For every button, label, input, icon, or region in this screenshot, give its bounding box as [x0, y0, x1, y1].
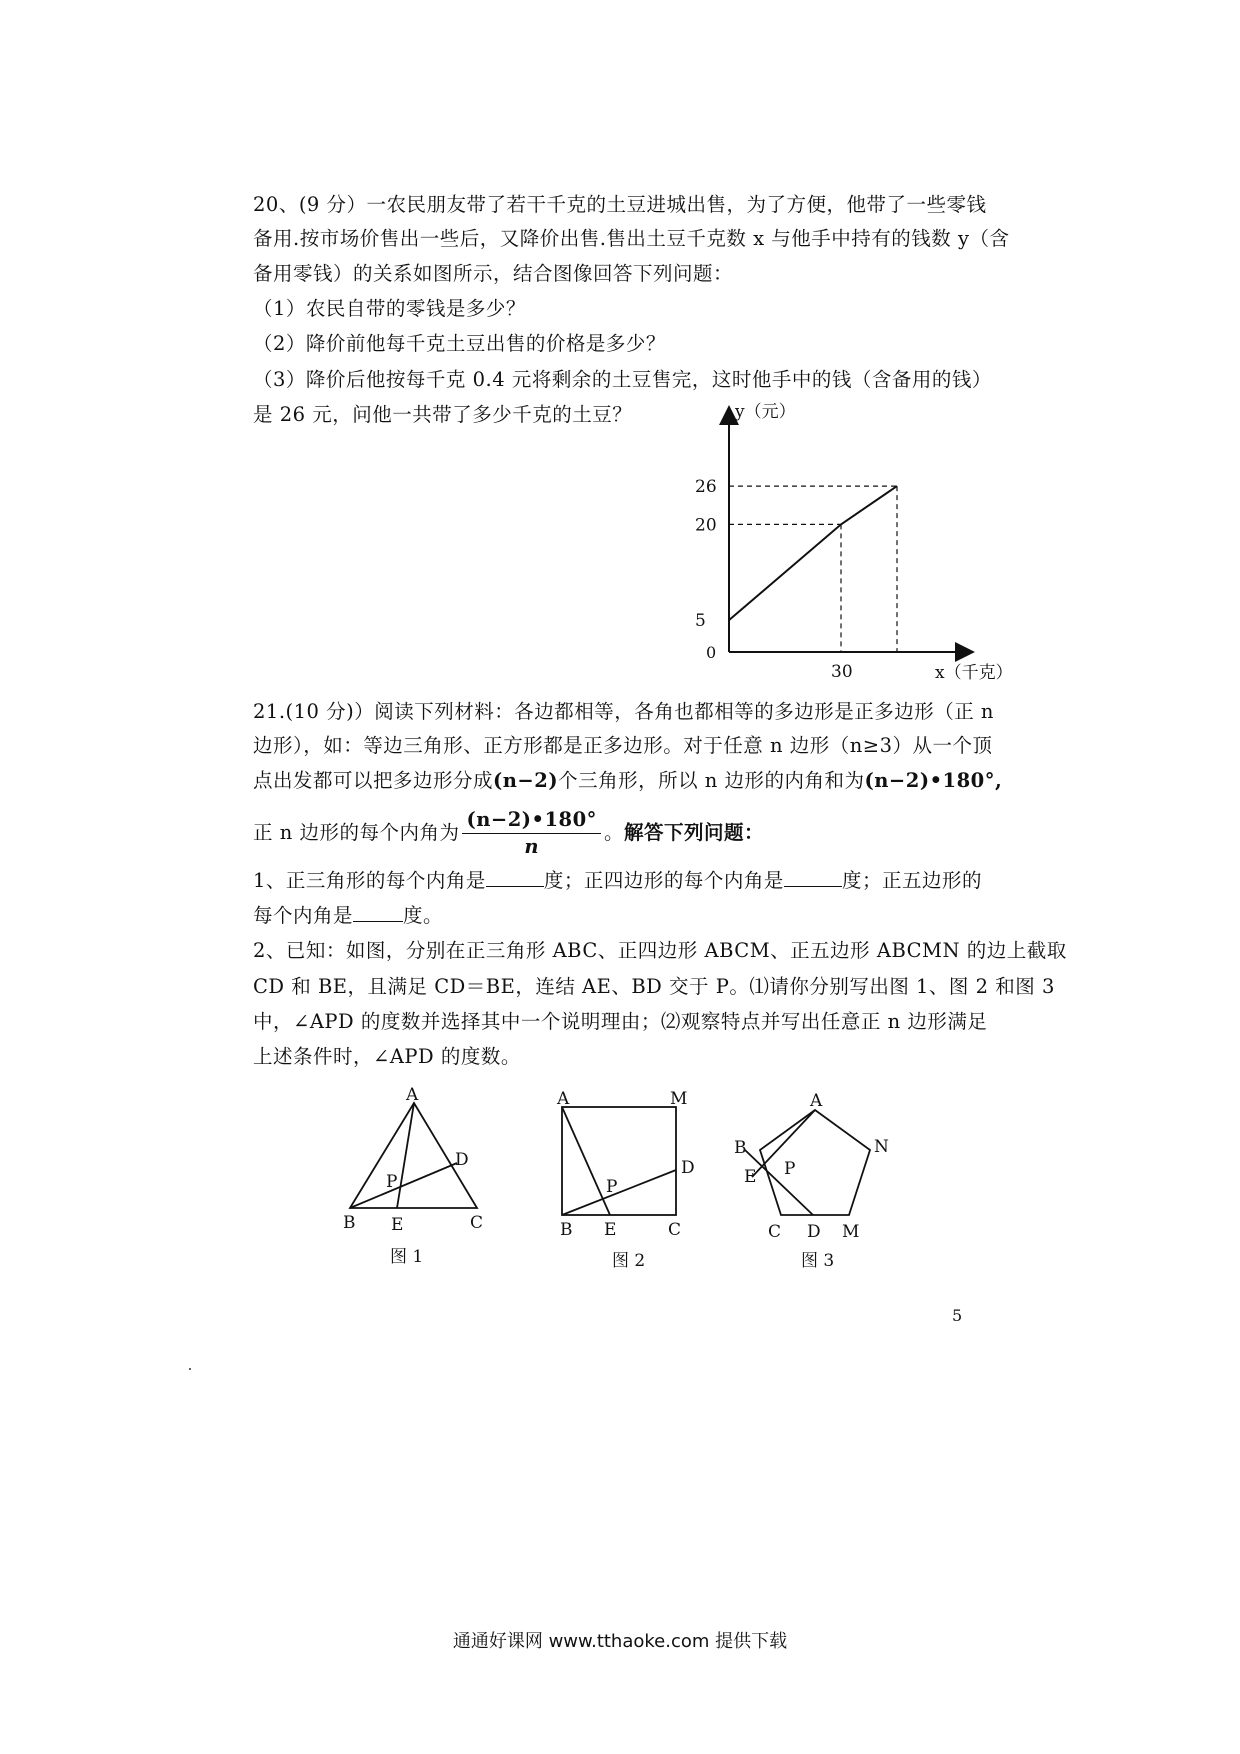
- y-tick-label: 5: [695, 611, 706, 632]
- q21-part-1-c: 度；正五边形的: [841, 869, 982, 892]
- q21-line-3-b: 个三角形，所以 n 边形的内角和为: [558, 769, 865, 792]
- segment-bd: [562, 1170, 676, 1215]
- fig2-label-m: M: [670, 1089, 688, 1109]
- n-minus-2-expr: (n−2): [493, 769, 559, 792]
- segment-ae: [397, 1103, 414, 1208]
- q20-line-3: 备用零钱）的关系如图所示，结合图像回答下列问题：: [253, 262, 734, 285]
- figure-2: [562, 1107, 676, 1215]
- y-tick-label: 20: [695, 515, 717, 536]
- fig1-label-a: A: [406, 1085, 419, 1105]
- fraction-denominator: n: [524, 835, 540, 858]
- page-number: 5: [952, 1306, 963, 1325]
- figure-3: [745, 1110, 870, 1215]
- fig3-label-p: P: [784, 1159, 796, 1179]
- fig1-label-c: C: [470, 1213, 484, 1233]
- q20-sub-2: （2）降价前他每千克土豆出售的价格是多少？: [253, 332, 666, 355]
- q21-part-2-line-2: CD 和 BE，且满足 CD＝BE，连结 AE、BD 交于 P。⑴请你分别写出图 1、图 2 和图 3: [253, 975, 1055, 998]
- fig2-label-d: D: [681, 1158, 695, 1178]
- fig1-label-p: P: [386, 1172, 398, 1192]
- q21-part-1-a: 1、正三角形的每个内角是: [253, 869, 486, 892]
- x-axis-label: x（千克）: [935, 663, 1013, 683]
- q21-part-2-line-1: 2、已知：如图，分别在正三角形 ABC、正四边形 ABCM、正五边形 ABCMN 的边上截取: [253, 939, 1067, 962]
- q21-instruction: 解答下列问题：: [623, 821, 764, 844]
- q21-line-4-a: 正 n 边形的每个内角为: [253, 821, 460, 844]
- fig1-caption: 图 1: [390, 1247, 424, 1267]
- footer: 通通好课网 www.tthaoke.com 提供下载: [452, 1631, 788, 1652]
- q20-sub-1: （1）农民自带的零钱是多少？: [253, 297, 526, 320]
- q21-part-2-line-4: 上述条件时，∠APD 的度数。: [253, 1045, 521, 1068]
- q21-part-1-d: 每个内角是: [253, 904, 354, 927]
- fig1-label-d: D: [455, 1150, 469, 1170]
- fig3-label-c: C: [768, 1222, 782, 1242]
- interior-sum-expr: (n−2)•180°,: [864, 769, 1003, 792]
- fig2-caption: 图 2: [612, 1251, 646, 1271]
- q20-sub-3a: （3）降价后他按每千克 0.4 元将剩余的土豆售完，这时他手中的钱（含备用的钱）: [253, 368, 992, 391]
- fig2-label-b: B: [560, 1220, 573, 1240]
- x-tick-label: 30: [831, 662, 853, 682]
- fraction-numerator: (n−2)•180°: [462, 807, 600, 834]
- fig3-label-m: M: [842, 1222, 860, 1242]
- q21-line-3-a: 点出发都可以把多边形分成: [253, 769, 494, 792]
- fig1-label-e: E: [391, 1215, 404, 1235]
- fig2-label-a: A: [557, 1089, 570, 1109]
- q20-line-1: 20、(9 分）一农民朋友带了若干千克的土豆进城出售，为了方便，他带了一些零钱: [253, 193, 987, 216]
- fig2-label-e: E: [604, 1220, 617, 1240]
- pentagon-abcmn: [760, 1110, 870, 1215]
- fig1-label-b: B: [343, 1213, 356, 1233]
- q20-line-2: 备用.按市场价售出一些后，又降价出售.售出土豆千克数 x 与他手中持有的钱数 y（含: [253, 227, 1010, 250]
- q21-line-4-b: 。: [603, 821, 624, 844]
- q21-line-2: 边形），如：等边三角形、正方形都是正多边形。对于任意 n 边形（n≥3）从一个顶: [253, 734, 993, 757]
- y-tick-label: 26: [695, 477, 717, 498]
- q21-part-1-e: 度。: [403, 904, 444, 927]
- fig3-label-n: N: [874, 1137, 889, 1157]
- q21-part-2-line-3: 中，∠APD 的度数并选择其中一个说明理由；⑵观察特点并写出任意正 n 边形满足: [253, 1010, 988, 1033]
- fig3-caption: 图 3: [801, 1251, 835, 1271]
- fig3-label-e: E: [744, 1167, 757, 1187]
- fig3-label-d: D: [807, 1222, 821, 1242]
- fig3-label-b: B: [734, 1138, 747, 1158]
- y-axis-label: y（元）: [735, 402, 796, 422]
- fig2-label-c: C: [668, 1220, 682, 1240]
- q20-sub-3b: 是 26 元，问他一共带了多少千克的土豆？: [253, 403, 633, 426]
- fig2-label-p: P: [606, 1177, 618, 1197]
- origin-label: 0: [706, 643, 717, 662]
- scan-speck: [189, 1368, 191, 1370]
- square-abcm: [562, 1107, 676, 1215]
- q21-part-1-b: 度；正四边形的每个内角是: [543, 869, 784, 892]
- fig3-label-a: A: [810, 1091, 823, 1111]
- q21-line-1: 21.(10 分)）阅读下列材料：各边都相等，各角也都相等的多边形是正多边形（正 n: [253, 700, 994, 723]
